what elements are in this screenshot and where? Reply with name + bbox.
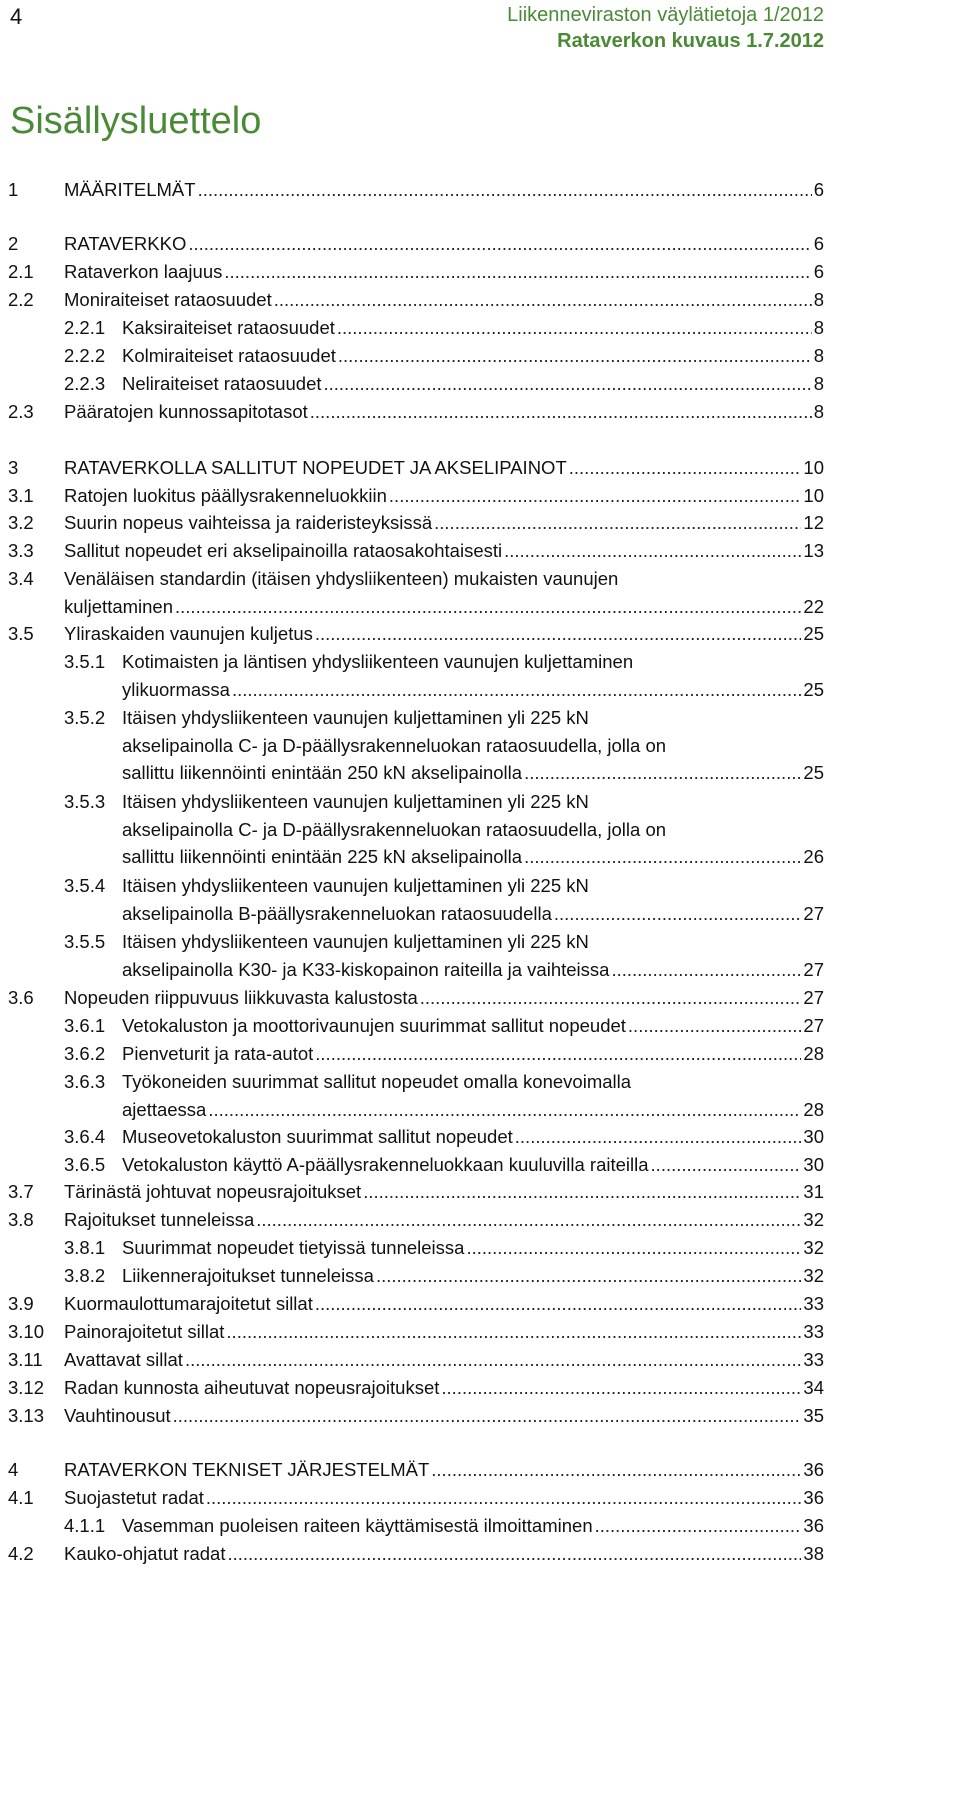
- toc-entry[interactable]: [8, 509, 824, 537]
- toc-entry-text: Vetokaluston ja moottorivaunujen suurimmat sallitut nopeudet: [122, 1015, 626, 1036]
- dot-leader: [504, 537, 801, 565]
- toc-entry[interactable]: [8, 286, 824, 314]
- dot-leader: [441, 1374, 801, 1402]
- toc-entry-number: 3.6.3: [64, 1071, 106, 1092]
- toc-entry-text: Nopeuden riippuvuus liikkuvasta kalustosta: [64, 987, 418, 1008]
- toc-entry-text: sallittu liikennöinti enintään 225 kN akselipainolla: [122, 846, 523, 868]
- toc-entry-page: 27: [803, 987, 824, 1008]
- toc-entry-text: Kotimaisten ja läntisen yhdysliikenteen vaunujen kuljettaminen: [122, 651, 634, 672]
- toc-entry-number: 3.5.3: [64, 791, 106, 812]
- toc-entry-page: 8: [813, 373, 824, 394]
- toc-entry[interactable]: [8, 1178, 824, 1206]
- toc-entry-page: 36: [803, 1459, 824, 1480]
- toc-entry-text: ylikuormassa: [122, 678, 230, 700]
- toc-entry-number: 3.5.4: [64, 875, 106, 896]
- toc-entry-text: Työkoneiden suurimmat sallitut nopeudet omalla konevoimalla: [122, 1071, 632, 1092]
- toc-entry-number: 3.2: [8, 512, 34, 533]
- toc-entry-number: 4: [8, 1459, 19, 1480]
- toc-entry-text: RATAVERKON TEKNISET JÄRJESTELMÄT: [64, 1459, 430, 1480]
- toc-entry-page: 8: [813, 345, 824, 366]
- toc-entry[interactable]: [8, 1068, 824, 1123]
- dot-leader: [595, 1512, 802, 1540]
- toc-entry-text: Neliraiteiset rataosuudet: [122, 373, 322, 394]
- dot-leader: [651, 1151, 802, 1179]
- toc-entry-number: 3.8.1: [64, 1237, 106, 1258]
- toc-entry[interactable]: [8, 454, 824, 482]
- toc-entry-number: 3.5: [8, 623, 34, 644]
- toc-entry-number: 3.6.4: [64, 1126, 106, 1147]
- toc-entry-page: 28: [803, 1043, 824, 1064]
- toc-entry[interactable]: [8, 928, 824, 983]
- toc-entry-text: ajettaessa: [122, 1098, 207, 1120]
- toc-entry-number: 3.5.2: [64, 707, 106, 728]
- toc-entry-page: 10: [803, 457, 824, 478]
- dot-leader: [232, 676, 801, 704]
- toc-entry[interactable]: [8, 1262, 824, 1290]
- toc-entry-text: Suurin nopeus vaihteissa ja raideristeyksissä: [64, 512, 433, 533]
- toc-entry-page: 38: [803, 1543, 824, 1564]
- toc-entry-page: 27: [803, 902, 824, 924]
- toc-entry-text: RATAVERKKO: [64, 233, 187, 254]
- toc-entry[interactable]: [8, 1290, 824, 1318]
- toc-entry-page: 33: [803, 1349, 824, 1370]
- toc-entry-page: 25: [803, 623, 824, 644]
- toc-entry-text: Museovetokaluston suurimmat sallitut nopeudet: [122, 1126, 513, 1147]
- toc-entry-text: sallittu liikennöinti enintään 250 kN akselipainolla: [122, 762, 523, 784]
- toc-entry-page: 8: [813, 289, 824, 310]
- toc-entry-text: Suurimmat nopeudet tietyissä tunneleissa: [122, 1237, 465, 1258]
- toc-entry-text: Vauhtinousut: [64, 1405, 171, 1426]
- dot-leader: [389, 482, 802, 510]
- toc-entry-number: 4.1.1: [64, 1515, 106, 1536]
- toc-entry[interactable]: [8, 176, 824, 204]
- toc-entry-page: 32: [803, 1265, 824, 1286]
- publication-subtitle: Rataverkon kuvaus 1.7.2012: [557, 30, 824, 52]
- dot-leader: [524, 759, 801, 787]
- toc-entry-number: 4.2: [8, 1543, 34, 1564]
- toc-entry[interactable]: [8, 1234, 824, 1262]
- dot-leader: [337, 314, 812, 342]
- dot-leader: [274, 286, 812, 314]
- toc-entry-page: 34: [803, 1377, 824, 1398]
- toc-entry[interactable]: [8, 620, 824, 648]
- toc-entry[interactable]: [8, 1374, 824, 1402]
- dot-leader: [227, 1540, 801, 1568]
- dot-leader: [611, 956, 801, 984]
- toc-entry-text: Avattavat sillat: [64, 1349, 183, 1370]
- toc-entry-text: akselipainolla C- ja D-päällysrakenneluokan rataosuudella, jolla on: [122, 734, 667, 756]
- dot-leader: [185, 1346, 801, 1374]
- toc-entry-page: 25: [803, 678, 824, 700]
- toc-entry[interactable]: [8, 704, 824, 787]
- toc-entry-text: MÄÄRITELMÄT: [64, 179, 196, 200]
- toc-entry[interactable]: [8, 1040, 824, 1068]
- toc-entry-text: akselipainolla B-päällysrakenneluokan rataosuudella: [122, 902, 552, 924]
- toc-entry[interactable]: [8, 1012, 824, 1040]
- dot-leader: [569, 454, 802, 482]
- dot-leader: [310, 398, 812, 426]
- toc-entry[interactable]: [8, 482, 824, 510]
- toc-entry-text: Vetokaluston käyttö A-päällysrakenneluokkaan kuuluvilla raiteilla: [122, 1154, 649, 1175]
- toc-entry-page: 27: [803, 1015, 824, 1036]
- toc-entry-number: 3.12: [8, 1377, 45, 1398]
- toc-entry-text: Pääratojen kunnossapitotasot: [64, 401, 308, 422]
- toc-entry[interactable]: [8, 1484, 824, 1512]
- toc-entry-page: 8: [813, 401, 824, 422]
- toc-entry-page: 32: [803, 1237, 824, 1258]
- toc-entry-text: Liikennerajoitukset tunneleissa: [122, 1265, 374, 1286]
- toc-entry[interactable]: [8, 872, 824, 927]
- toc-entry-number: 3.13: [8, 1405, 45, 1426]
- dot-leader: [315, 1290, 802, 1318]
- toc-entry-text: Radan kunnosta aiheutuvat nopeusrajoitukset: [64, 1377, 440, 1398]
- toc-entry-number: 3.6.5: [64, 1154, 106, 1175]
- toc-entry-page: 30: [803, 1126, 824, 1147]
- toc-entry[interactable]: [8, 984, 824, 1012]
- toc-entry[interactable]: [8, 1540, 824, 1568]
- toc-entry-page: 6: [813, 179, 824, 200]
- toc-entry-text: Ratojen luokitus päällysrakenneluokkiin: [64, 485, 387, 506]
- toc-entry[interactable]: [8, 258, 824, 286]
- toc-entry-number: 3.10: [8, 1321, 45, 1342]
- toc-entry-number: 4.1: [8, 1487, 34, 1508]
- toc-entry-page: 25: [803, 762, 824, 784]
- dot-leader: [206, 1484, 802, 1512]
- toc-entry-number: 3.4: [8, 568, 34, 589]
- toc-entry[interactable]: [8, 1402, 824, 1430]
- toc-entry-page: 31: [803, 1181, 824, 1202]
- dot-leader: [315, 620, 802, 648]
- dot-leader: [256, 1206, 801, 1234]
- toc-entry-text: Pienveturit ja rata-autot: [122, 1043, 314, 1064]
- dot-leader: [338, 342, 812, 370]
- toc-entry-number: 3.3: [8, 540, 34, 561]
- toc-entry-text: Kuormaulottumarajoitetut sillat: [64, 1293, 313, 1314]
- dot-leader: [175, 593, 801, 621]
- toc-entry-page: 10: [803, 485, 824, 506]
- toc-entry-page: 33: [803, 1321, 824, 1342]
- toc-entry[interactable]: [8, 1318, 824, 1346]
- toc-entry-number: 2.3: [8, 401, 34, 422]
- toc-entry[interactable]: [8, 648, 824, 703]
- page-title: Sisällysluettelo: [10, 100, 262, 142]
- dot-leader: [188, 230, 811, 258]
- toc-entry-page: 36: [803, 1487, 824, 1508]
- toc-entry-number: 3.6: [8, 987, 34, 1008]
- toc-entry-number: 3.8.2: [64, 1265, 106, 1286]
- toc-entry-number: 3: [8, 457, 19, 478]
- toc-entry[interactable]: [8, 314, 824, 342]
- toc-entry-text: Kolmiraiteiset rataosuudet: [122, 345, 336, 366]
- toc-entry-number: 3.9: [8, 1293, 34, 1314]
- toc-entry-number: 2.2.1: [64, 317, 106, 338]
- toc-entry-text: akselipainolla C- ja D-päällysrakenneluokan rataosuudella, jolla on: [122, 818, 667, 840]
- dot-leader: [466, 1234, 801, 1262]
- toc-entry-page: 36: [803, 1515, 824, 1536]
- toc-entry-number: 2: [8, 233, 19, 254]
- toc-entry-page: 8: [813, 317, 824, 338]
- toc-entry-text: Itäisen yhdysliikenteen vaunujen kuljettaminen yli 225 kN: [122, 931, 589, 952]
- toc-entry-number: 3.8: [8, 1209, 34, 1230]
- page-number: 4: [10, 4, 23, 29]
- toc-entry[interactable]: [8, 1206, 824, 1234]
- toc-entry-page: 33: [803, 1293, 824, 1314]
- toc-entry-text: Itäisen yhdysliikenteen vaunujen kuljettaminen yli 225 kN: [122, 707, 589, 728]
- toc-entry-text: kuljettaminen: [64, 595, 174, 617]
- toc-entry-page: 22: [803, 595, 824, 617]
- toc-entry-text: Tärinästä johtuvat nopeusrajoitukset: [64, 1181, 362, 1202]
- publication-title: Liikenneviraston väylätietoja 1/2012: [507, 4, 824, 26]
- toc-entry-page: 32: [803, 1209, 824, 1230]
- toc-entry-number: 2.2.2: [64, 345, 106, 366]
- toc-entry-text: Sallitut nopeudet eri akselipainoilla rataosakohtaisesti: [64, 540, 503, 561]
- toc-entry-number: 3.5.5: [64, 931, 106, 952]
- toc-entry-page: 26: [803, 846, 824, 868]
- dot-leader: [515, 1123, 802, 1151]
- toc-entry-number: 3.6.2: [64, 1043, 106, 1064]
- toc-entry-number: 2.2.3: [64, 373, 106, 394]
- dot-leader: [431, 1456, 801, 1484]
- toc-entry-number: 1: [8, 179, 19, 200]
- toc-entry-text: Itäisen yhdysliikenteen vaunujen kuljettaminen yli 225 kN: [122, 875, 589, 896]
- toc-entry-text: Painorajoitetut sillat: [64, 1321, 225, 1342]
- dot-leader: [224, 258, 811, 286]
- toc-entry[interactable]: [8, 342, 824, 370]
- toc-entry[interactable]: [8, 398, 824, 426]
- dot-leader: [628, 1012, 802, 1040]
- dot-leader: [420, 984, 802, 1012]
- toc-entry-number: 2.1: [8, 261, 34, 282]
- toc-entry-text: Venäläisen standardin (itäisen yhdysliikenteen) mukaisten vaunujen: [64, 568, 619, 589]
- toc-entry-page: 30: [803, 1154, 824, 1175]
- dot-leader: [226, 1318, 801, 1346]
- toc-entry[interactable]: [8, 230, 824, 258]
- toc-entry[interactable]: [8, 565, 824, 620]
- toc-entry-text: Suojastetut radat: [64, 1487, 204, 1508]
- toc-entry-page: 35: [803, 1405, 824, 1426]
- toc-entry-number: 3.7: [8, 1181, 34, 1202]
- toc-entry-text: Itäisen yhdysliikenteen vaunujen kuljettaminen yli 225 kN: [122, 791, 589, 812]
- toc-entry-page: 6: [813, 261, 824, 282]
- toc-entry-number: 3.6.1: [64, 1015, 106, 1036]
- toc-entry-text: Kaksiraiteiset rataosuudet: [122, 317, 335, 338]
- dot-leader: [173, 1402, 802, 1430]
- table-of-contents: [8, 0, 960, 1819]
- dot-leader: [324, 370, 812, 398]
- dot-leader: [554, 900, 802, 928]
- dot-leader: [208, 1096, 801, 1124]
- toc-entry-text: Vasemman puoleisen raiteen käyttämisestä ilmoittaminen: [122, 1515, 593, 1536]
- toc-entry-page: 6: [813, 233, 824, 254]
- toc-entry-number: 3.1: [8, 485, 34, 506]
- dot-leader: [315, 1040, 801, 1068]
- dot-leader: [363, 1178, 801, 1206]
- toc-entry-number: 3.11: [8, 1349, 43, 1370]
- toc-entry[interactable]: [8, 370, 824, 398]
- toc-entry-number: 2.2: [8, 289, 34, 310]
- toc-entry-number: 3.5.1: [64, 651, 106, 672]
- toc-entry[interactable]: [8, 537, 824, 565]
- toc-entry-text: akselipainolla K30- ja K33-kiskopainon raiteilla ja vaihteissa: [122, 958, 610, 980]
- toc-entry[interactable]: [8, 1346, 824, 1374]
- toc-entry[interactable]: [8, 1456, 824, 1484]
- toc-entry[interactable]: [8, 1151, 824, 1179]
- dot-leader: [434, 509, 801, 537]
- toc-entry-text: Yliraskaiden vaunujen kuljetus: [64, 623, 313, 644]
- toc-entry-page: 27: [803, 958, 824, 980]
- dot-leader: [376, 1262, 801, 1290]
- toc-entry-page: 28: [803, 1098, 824, 1120]
- toc-entry-text: Rataverkon laajuus: [64, 261, 223, 282]
- dot-leader: [198, 176, 812, 204]
- toc-entry-text: Moniraiteiset rataosuudet: [64, 289, 272, 310]
- toc-entry[interactable]: [8, 1123, 824, 1151]
- dot-leader: [524, 843, 801, 871]
- toc-entry-text: Kauko-ohjatut radat: [64, 1543, 226, 1564]
- toc-entry-page: 13: [803, 540, 824, 561]
- toc-entry-text: Rajoitukset tunneleissa: [64, 1209, 255, 1230]
- toc-entry-text: RATAVERKOLLA SALLITUT NOPEUDET JA AKSELIPAINOT: [64, 457, 567, 478]
- toc-entry-page: 12: [803, 512, 824, 533]
- toc-entry[interactable]: [8, 1512, 824, 1540]
- toc-entry[interactable]: [8, 788, 824, 871]
